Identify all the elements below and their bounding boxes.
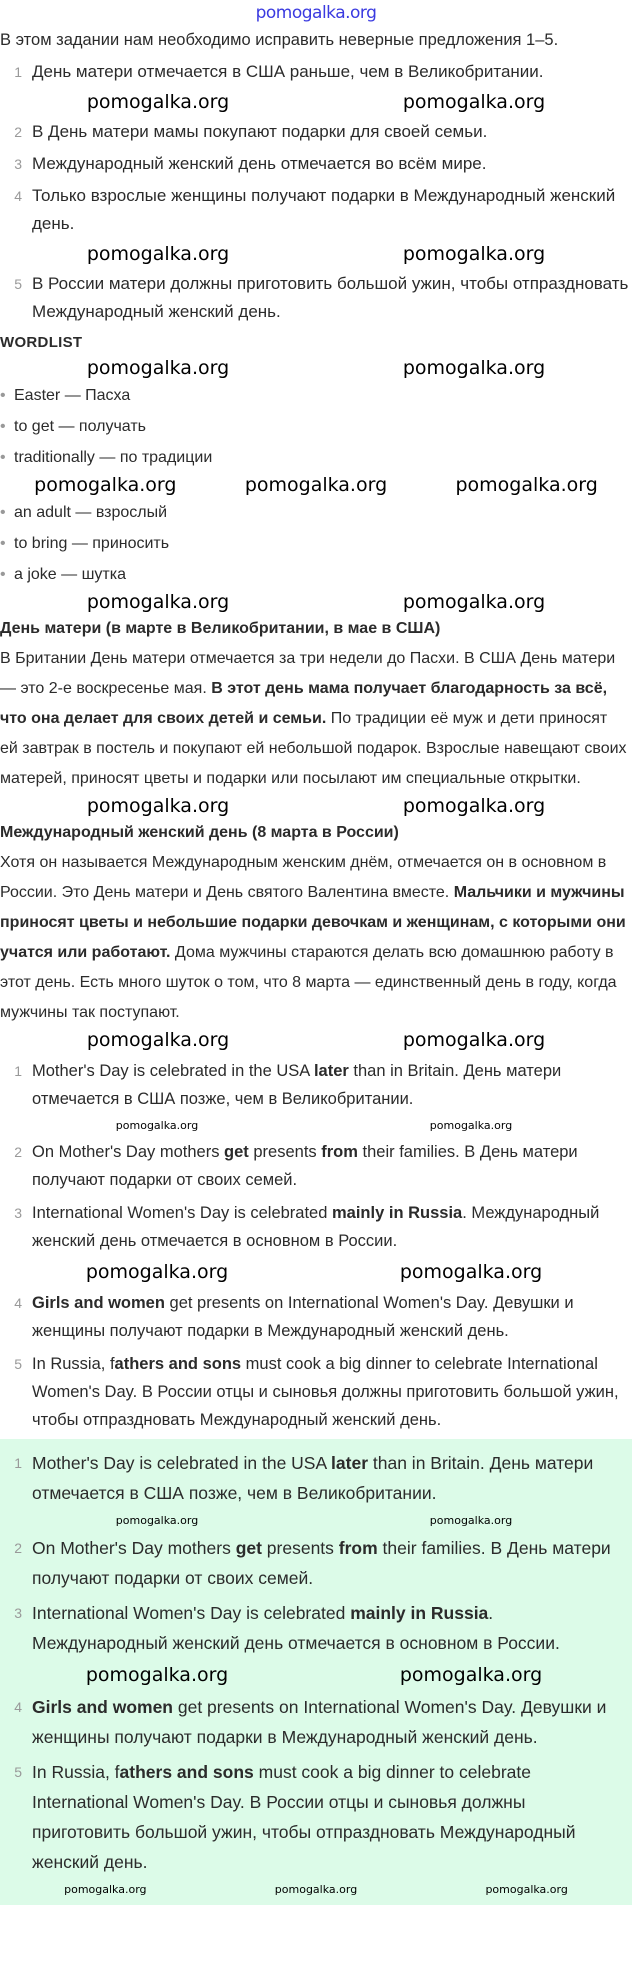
- bold-text: from: [338, 1538, 378, 1558]
- task-item: [0, 118, 632, 146]
- text: than in Britain.: [368, 1453, 490, 1473]
- text: their families. В День матери получают подарки от своих семей.: [32, 1143, 578, 1189]
- item-number: 5: [14, 1764, 22, 1780]
- answer-list: [0, 1057, 628, 1434]
- watermark-row: [0, 1513, 628, 1528]
- text: presents: [248, 1143, 322, 1161]
- item-text: В День матери мамы покупают подарки для своей семьи.: [32, 122, 488, 141]
- answer-list-highlighted: [0, 1448, 628, 1877]
- site-watermark-header: pomogalka.org: [255, 3, 377, 23]
- section-mothers-day: [0, 614, 628, 794]
- section-womens-day: [0, 818, 628, 1028]
- watermark-row: [0, 90, 632, 114]
- bold-text: get: [224, 1143, 249, 1161]
- bold-text: Мальчики и мужчины приносят цветы и небольшие подарки девочкам и женщинам, с которыми они учатся или работают.: [0, 884, 626, 961]
- bold-text: from: [321, 1143, 358, 1161]
- answer-item: [0, 1448, 628, 1508]
- item-number: 3: [14, 1605, 22, 1621]
- answer-item: [0, 1057, 628, 1113]
- item-number: 4: [14, 188, 22, 204]
- item-number: 1: [14, 1063, 22, 1079]
- word-item: • Easter — Пасха: [0, 380, 632, 411]
- section-paragraph: [0, 848, 628, 1028]
- bold-text: Girls and women: [32, 1697, 173, 1717]
- text: On Mother's Day mothers: [32, 1143, 225, 1161]
- text: Девушки и женщины получают подарки в Международный женский день.: [32, 1697, 607, 1747]
- item-text: [32, 1289, 628, 1345]
- text: presents: [261, 1538, 339, 1558]
- item-number: 2: [14, 1144, 22, 1160]
- watermark-text: pomogalka.org: [34, 474, 177, 496]
- answer-item: [0, 1199, 628, 1255]
- watermark-text: pomogalka.org: [402, 795, 546, 817]
- word-item: • to get — получать: [0, 411, 632, 442]
- text: Девушки и женщины получают подарки в Международный женский день.: [32, 1294, 574, 1340]
- word-item: • an adult — взрослый: [0, 497, 632, 528]
- watermark-text: pomogalka.org: [399, 1261, 543, 1283]
- text: Международный женский день отмечается в основном в России.: [32, 1633, 560, 1653]
- bold-text: В этот день мама получает благодарность за всё, что она делает для своих детей и семьи.: [0, 680, 608, 727]
- wordlist: [0, 380, 632, 590]
- item-text: Международный женский день отмечается во всём мире.: [32, 154, 487, 173]
- item-number: 4: [14, 1295, 22, 1311]
- watermark-text: pomogalka.org: [455, 474, 598, 496]
- item-number: 5: [14, 1356, 22, 1372]
- item-text: [32, 1350, 628, 1434]
- item-number: 4: [14, 1699, 22, 1715]
- answer-highlight-block: [0, 1439, 632, 1905]
- watermark-row: [0, 473, 632, 497]
- item-text: День матери отмечается в США раньше, чем в Великобритании.: [32, 62, 544, 81]
- section-paragraph: [0, 644, 628, 794]
- watermark-text: pomogalka.org: [115, 1119, 199, 1132]
- watermark-row: [0, 590, 632, 614]
- bold-text: athers and sons: [114, 1355, 242, 1373]
- item-number: 2: [14, 124, 22, 140]
- text: По традиции её муж и дети приносят ей завтрак в постель и покупают ей небольшой подарок. Взрослые навещают своих матерей, приносят цветы и подарки или посылают им специальные открытки.: [0, 710, 627, 787]
- text: get presents on International Women's Day.: [164, 1294, 494, 1312]
- watermark-text: pomogalka.org: [274, 1883, 358, 1896]
- answer-item: [0, 1138, 628, 1194]
- text: В России отцы и сыновья должны приготовить большой ужин, чтобы отпраздновать Международный женский день.: [32, 1792, 576, 1872]
- watermark-text: pomogalka.org: [402, 91, 546, 113]
- wordlist-title: WORDLIST: [0, 334, 83, 351]
- text: Международный женский день отмечается в основном в России.: [32, 1204, 600, 1250]
- watermark-text: pomogalka.org: [85, 1664, 229, 1686]
- task-item: [0, 58, 632, 86]
- word-item: • traditionally — по традиции: [0, 442, 632, 473]
- watermark-text: pomogalka.org: [402, 357, 546, 379]
- watermark-text: pomogalka.org: [86, 795, 230, 817]
- text: День матери отмечается в США позже, чем в Великобритании.: [32, 1453, 594, 1503]
- watermark-text: pomogalka.org: [64, 1883, 147, 1896]
- watermark-text: pomogalka.org: [429, 1514, 513, 1527]
- task-list: [0, 58, 632, 326]
- watermark-text: pomogalka.org: [399, 1664, 543, 1686]
- text: must cook a big dinner to celebrate International Women's Day.: [32, 1355, 598, 1401]
- watermark-text: pomogalka.org: [402, 1029, 546, 1051]
- answer-item: [0, 1350, 628, 1434]
- watermark-text: pomogalka.org: [485, 1883, 568, 1896]
- item-number: 3: [14, 156, 22, 172]
- watermark-row: [0, 242, 632, 266]
- item-number: 1: [14, 64, 22, 80]
- bold-text: get: [235, 1538, 262, 1558]
- text: День матери отмечается в США позже, чем в Великобритании.: [32, 1062, 562, 1108]
- watermark-text: pomogalka.org: [429, 1119, 513, 1132]
- watermark-text: pomogalka.org: [402, 591, 546, 613]
- text: International Women's Day is celebrated: [32, 1603, 351, 1623]
- item-text: [32, 1757, 628, 1877]
- watermark-row: [0, 1663, 628, 1687]
- text: Mother's Day is celebrated in the USA: [32, 1453, 332, 1473]
- task-item: [0, 150, 632, 178]
- watermark-text: pomogalka.org: [86, 91, 230, 113]
- item-text: [32, 1598, 628, 1658]
- text: .: [462, 1204, 472, 1222]
- bold-text: mainly in Russia: [332, 1204, 463, 1222]
- task-item: [0, 182, 632, 238]
- text: В России отцы и сыновья должны приготовить большой ужин, чтобы отпраздновать Международный женский день.: [32, 1383, 619, 1429]
- answer-item: [0, 1757, 628, 1877]
- section-heading: Международный женский день (8 марта в России): [0, 824, 399, 841]
- watermark-text: pomogalka.org: [86, 591, 230, 613]
- watermark-text: pomogalka.org: [244, 474, 388, 496]
- text: get presents on International Women's Day.: [173, 1697, 522, 1717]
- bold-text: later: [313, 1062, 349, 1080]
- answer-item: [0, 1533, 628, 1593]
- text: .: [488, 1603, 494, 1623]
- text: International Women's Day is celebrated: [32, 1204, 332, 1222]
- item-text: В России матери должны приготовить большой ужин, чтобы отпраздновать Международный женский день.: [32, 274, 629, 321]
- watermark-row: [0, 794, 632, 818]
- word-item: • a joke — шутка: [0, 559, 632, 590]
- section-heading: День матери (в марте в Великобритании, в мае в США): [0, 620, 441, 637]
- watermark-row: [0, 1882, 632, 1897]
- text: than in Britain.: [348, 1062, 464, 1080]
- item-number: 1: [14, 1455, 22, 1471]
- text: must cook a big dinner to celebrate International Women's Day.: [32, 1762, 532, 1812]
- item-text: [32, 1533, 628, 1593]
- watermark-text: pomogalka.org: [402, 243, 546, 265]
- watermark-text: pomogalka.org: [86, 1029, 230, 1051]
- bold-text: mainly in Russia: [350, 1603, 489, 1623]
- item-text: Только взрослые женщины получают подарки в Международный женский день.: [32, 186, 616, 233]
- item-number: 5: [14, 276, 22, 292]
- task-item: [0, 270, 632, 326]
- item-text: [32, 1057, 628, 1113]
- answer-item: [0, 1289, 628, 1345]
- bold-text: Girls and women: [32, 1294, 165, 1312]
- watermark-text: pomogalka.org: [85, 1261, 229, 1283]
- text: In Russia, f: [32, 1762, 120, 1782]
- item-text: [32, 1199, 628, 1255]
- item-text: [32, 1692, 628, 1752]
- watermark-row: [0, 356, 632, 380]
- watermark-row: [0, 1028, 632, 1052]
- item-text: [32, 1138, 628, 1194]
- item-number: 2: [14, 1540, 22, 1556]
- answer-item: [0, 1692, 628, 1752]
- bold-text: later: [331, 1453, 369, 1473]
- answer-item: [0, 1598, 628, 1658]
- text: On Mother's Day mothers: [32, 1538, 236, 1558]
- watermark-text: pomogalka.org: [115, 1514, 199, 1527]
- watermark-text: pomogalka.org: [86, 243, 230, 265]
- text: Хотя он называется Международным женским днём, отмечается он в основном в России. Это День матери и День святого Валентина вместе.: [0, 854, 607, 901]
- text: In Russia, f: [32, 1355, 115, 1373]
- item-number: 3: [14, 1205, 22, 1221]
- item-text: [32, 1448, 628, 1508]
- text: Дома мужчины стараются делать всю домашнюю работу в этот день. Есть много шуток о том, что 8 марта — единственный день в году, когда мужчины так поступают.: [0, 944, 617, 1021]
- text: Mother's Day is celebrated in the USA: [32, 1062, 314, 1080]
- watermark-row: [0, 1118, 628, 1133]
- word-item: • to bring — приносить: [0, 528, 632, 559]
- intro-text: В этом задании нам необходимо исправить неверные предложения 1–5.: [0, 31, 559, 49]
- text: their families. В День матери получают подарки от своих семей.: [32, 1538, 611, 1588]
- watermark-row: [0, 1260, 628, 1284]
- bold-text: athers and sons: [119, 1762, 254, 1782]
- watermark-text: pomogalka.org: [86, 357, 230, 379]
- text: В Британии День матери отмечается за три недели до Пасхи. В США День матери — это 2-е воскресенье мая.: [0, 650, 616, 697]
